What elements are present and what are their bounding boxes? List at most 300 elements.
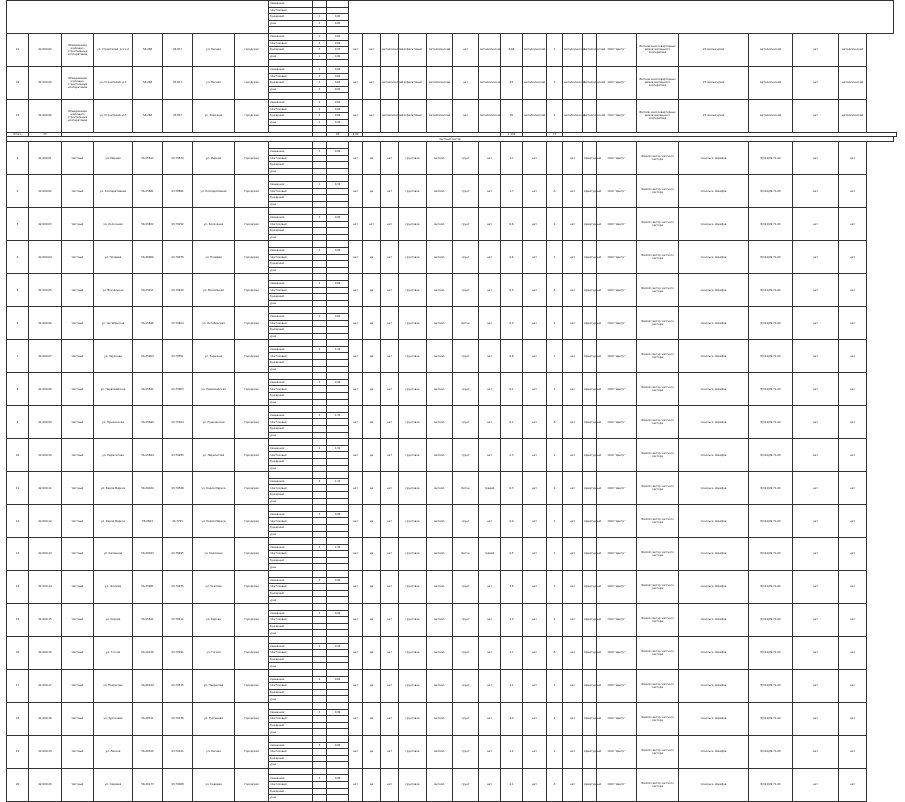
cell: 43,78891 bbox=[163, 175, 193, 208]
cell: 43,79121 bbox=[163, 735, 193, 768]
container-volume bbox=[327, 1, 349, 8]
table-row bbox=[7, 735, 897, 742]
container-count bbox=[313, 327, 327, 334]
cell: да bbox=[363, 768, 381, 801]
cell: Частный bbox=[62, 175, 94, 208]
cell: ул. Чкалова bbox=[94, 571, 133, 604]
cell: 56,26060 bbox=[133, 241, 163, 274]
generator-cell: Жители многоквартирных домов жилищного кооператива bbox=[637, 99, 679, 132]
cell: грунтовое bbox=[399, 175, 427, 208]
cell: ООО "Центр" bbox=[597, 99, 637, 132]
cell: Арматурный bbox=[583, 637, 597, 670]
container-volume bbox=[327, 228, 349, 235]
cell: Городская bbox=[235, 472, 269, 505]
total-vol: 9,90 bbox=[349, 132, 363, 137]
cell: 42-000-15 bbox=[29, 604, 62, 637]
cell: бетон bbox=[453, 538, 479, 571]
cell: нет bbox=[839, 571, 867, 604]
container-count bbox=[313, 630, 327, 637]
cell: ул. Карла Маркса bbox=[94, 505, 133, 538]
cell: ООО "Центр" bbox=[597, 439, 637, 472]
cell bbox=[547, 142, 563, 175]
cell: нет bbox=[349, 274, 363, 307]
cell: Городская bbox=[235, 373, 269, 406]
city-cell: Сокольск. Шкафов bbox=[679, 406, 749, 439]
cell: 16 bbox=[7, 637, 29, 670]
container-type-label bbox=[269, 669, 313, 676]
cell: 43,79220 bbox=[163, 274, 193, 307]
cell: нет bbox=[349, 307, 363, 340]
table-row bbox=[7, 406, 897, 413]
cell: нет bbox=[563, 571, 583, 604]
cell: да bbox=[363, 735, 381, 768]
container-count bbox=[313, 623, 327, 630]
cell: городская bbox=[235, 66, 269, 99]
cell: грунтовое bbox=[399, 604, 427, 637]
container-type-label bbox=[269, 373, 313, 380]
container-volume: 0,66 bbox=[327, 106, 349, 113]
cell: ООО "Центр" bbox=[597, 406, 637, 439]
container-volume: 0,00 bbox=[327, 53, 349, 60]
cell: металл. bbox=[427, 373, 453, 406]
cell: Городская bbox=[235, 241, 269, 274]
cell: грунт bbox=[453, 637, 479, 670]
generator-cell: Жилой сектор частного сектора bbox=[637, 340, 679, 373]
container-type-label: смешанная bbox=[269, 709, 313, 716]
container-count bbox=[313, 768, 327, 775]
cell: 42-000-02 bbox=[29, 175, 62, 208]
container-count: 2 bbox=[313, 676, 327, 683]
container-type-label bbox=[269, 571, 313, 578]
cell: нет bbox=[523, 208, 547, 241]
cell: нет bbox=[839, 142, 867, 175]
cell: да bbox=[363, 702, 381, 735]
cell: ул. Некрасова bbox=[193, 669, 235, 702]
cell: 42-000-00 bbox=[29, 99, 62, 132]
cell: нет bbox=[839, 702, 867, 735]
cell: нет bbox=[793, 99, 839, 132]
container-volume bbox=[327, 551, 349, 558]
cell: грунт bbox=[453, 208, 479, 241]
cell: нет bbox=[523, 604, 547, 637]
cell: 42-000-17 bbox=[29, 669, 62, 702]
cell: нет bbox=[381, 538, 399, 571]
container-count bbox=[313, 320, 327, 327]
cell: 42-000-18 bbox=[29, 702, 62, 735]
cell: металлический bbox=[427, 66, 453, 99]
cell: нет bbox=[793, 604, 839, 637]
container-type-label: бункерный bbox=[269, 113, 313, 120]
table-row bbox=[7, 571, 897, 578]
container-type-label bbox=[269, 142, 313, 149]
container-type-label: урна bbox=[269, 86, 313, 93]
generator-cell: Жилой сектор частного сектора bbox=[637, 208, 679, 241]
cell: 0,4 bbox=[501, 505, 523, 538]
cell: металл. bbox=[427, 340, 453, 373]
cell: Городская bbox=[235, 571, 269, 604]
container-volume bbox=[327, 795, 349, 802]
container-type-label: смешанная bbox=[269, 182, 313, 189]
cell: нет bbox=[839, 373, 867, 406]
container-type-label: смешанная bbox=[269, 379, 313, 386]
cell: А bbox=[547, 406, 563, 439]
cell: Городская bbox=[235, 142, 269, 175]
cell: нет bbox=[523, 142, 547, 175]
container-volume bbox=[327, 669, 349, 676]
city-cell: Сокольск. Шкафов bbox=[679, 175, 749, 208]
cell: нет bbox=[793, 472, 839, 505]
container-volume bbox=[327, 689, 349, 696]
container-volume bbox=[327, 597, 349, 604]
cell: металлический bbox=[479, 99, 501, 132]
cell: асфальтовый bbox=[399, 66, 427, 99]
cell: 15 bbox=[7, 604, 29, 637]
container-count bbox=[313, 485, 327, 492]
cell: нет bbox=[563, 373, 583, 406]
cell: ул. Садовая bbox=[94, 768, 133, 801]
cell: 13 bbox=[7, 538, 29, 571]
cell: нет bbox=[349, 99, 363, 132]
table-row bbox=[7, 373, 897, 380]
container-count: 3 bbox=[313, 215, 327, 222]
cell: грунтовое bbox=[399, 142, 427, 175]
cell: металл. bbox=[427, 669, 453, 702]
cell: нет bbox=[793, 340, 839, 373]
cell: ул. Колхозная bbox=[94, 208, 133, 241]
cell: нет bbox=[479, 274, 501, 307]
container-type-label: пластиковый bbox=[269, 106, 313, 113]
cell: грунт bbox=[453, 373, 479, 406]
container-count bbox=[313, 689, 327, 696]
cell: нет bbox=[563, 241, 583, 274]
container-type-label: урна bbox=[269, 597, 313, 604]
cell: ООО "Центр" bbox=[597, 472, 637, 505]
container-type-label: пластиковый bbox=[269, 650, 313, 657]
container-volume bbox=[327, 386, 349, 393]
cell: металлический bbox=[839, 66, 867, 99]
cell: Городская bbox=[235, 505, 269, 538]
container-volume: 0,99 bbox=[327, 247, 349, 254]
generator-cell: Жилой сектор частного сектора bbox=[637, 604, 679, 637]
cell: нет bbox=[381, 669, 399, 702]
cell: нет bbox=[523, 669, 547, 702]
cell: ул. Лермонтова bbox=[94, 439, 133, 472]
container-type-label: бункерный bbox=[269, 524, 313, 531]
container-type-label: смешанная bbox=[269, 445, 313, 452]
cell: нет bbox=[839, 735, 867, 768]
cell: 1 bbox=[547, 702, 563, 735]
cell: 0,3 bbox=[501, 472, 523, 505]
table-row bbox=[7, 538, 897, 545]
cell: Арматурный bbox=[583, 669, 597, 702]
cell: нет bbox=[563, 307, 583, 340]
cell: гравий bbox=[479, 472, 501, 505]
container-count bbox=[313, 669, 327, 676]
cell: ООО "Центр" bbox=[597, 33, 637, 66]
container-count bbox=[313, 386, 327, 393]
container-volume bbox=[327, 491, 349, 498]
generator-cell: Жилой сектор частного сектора bbox=[637, 538, 679, 571]
cell: нет bbox=[363, 33, 381, 66]
container-volume: 0,99 bbox=[327, 775, 349, 782]
container-volume bbox=[327, 294, 349, 301]
container-type-label: пластиковый bbox=[269, 40, 313, 47]
cell: Городская bbox=[235, 604, 269, 637]
generator-cell: Жилой сектор частного сектора bbox=[637, 439, 679, 472]
cell: Частный bbox=[62, 571, 94, 604]
cell: асфальтовый bbox=[399, 99, 427, 132]
container-type-label: смешанная bbox=[269, 66, 313, 73]
city-cell: Сокольск. Шкафов bbox=[679, 604, 749, 637]
cell: Частный bbox=[62, 373, 94, 406]
container-type-label: бункерный bbox=[269, 788, 313, 795]
container-volume bbox=[327, 617, 349, 624]
container-count bbox=[313, 722, 327, 729]
cell: нет bbox=[793, 505, 839, 538]
cell: Городская bbox=[235, 439, 269, 472]
cell: нет bbox=[523, 307, 547, 340]
cell: нет bbox=[349, 735, 363, 768]
container-type-label: пластиковый bbox=[269, 353, 313, 360]
cell: А bbox=[547, 274, 563, 307]
cell: 0,6 bbox=[501, 241, 523, 274]
container-count bbox=[313, 300, 327, 307]
container-volume: 0,99 bbox=[327, 742, 349, 749]
container-type-label: урна bbox=[269, 366, 313, 373]
container-type-label: урна bbox=[269, 663, 313, 670]
cell: металлический bbox=[523, 99, 547, 132]
container-type-label: урна bbox=[269, 432, 313, 439]
container-volume: 0,99 bbox=[327, 149, 349, 156]
container-type-label: смешанная bbox=[269, 775, 313, 782]
table-row bbox=[7, 175, 897, 182]
container-type-label: бункерный bbox=[269, 228, 313, 235]
cell: нет bbox=[381, 604, 399, 637]
container-count bbox=[313, 294, 327, 301]
cell: ООО "Центр" bbox=[597, 669, 637, 702]
container-type-label: пластиковый bbox=[269, 683, 313, 690]
container-count bbox=[313, 234, 327, 241]
container-volume bbox=[327, 663, 349, 670]
total-sum: 1 332 bbox=[501, 132, 523, 137]
cell: 56,26320 bbox=[133, 735, 163, 768]
container-type-label: урна bbox=[269, 696, 313, 703]
cell: нет bbox=[793, 439, 839, 472]
cell: нет bbox=[563, 735, 583, 768]
cell: металл. bbox=[427, 241, 453, 274]
cell: ул. Тургенева bbox=[193, 702, 235, 735]
cell: да bbox=[363, 373, 381, 406]
cell: нет bbox=[839, 538, 867, 571]
cell-wrap: Объединение жилищно-строительных кооперативов bbox=[62, 33, 94, 66]
cell: нет bbox=[381, 142, 399, 175]
container-count: 3 bbox=[313, 80, 327, 87]
container-volume bbox=[327, 505, 349, 512]
cell: нет bbox=[453, 33, 479, 66]
container-count bbox=[313, 419, 327, 426]
cell: грунтовое bbox=[399, 735, 427, 768]
cell: 0,5 bbox=[501, 274, 523, 307]
container-count bbox=[313, 551, 327, 558]
city-cell: Сокольск. Шкафов bbox=[679, 208, 749, 241]
container-type-label: смешанная bbox=[269, 676, 313, 683]
container-count bbox=[313, 432, 327, 439]
container-volume bbox=[327, 168, 349, 175]
cell: нет bbox=[793, 142, 839, 175]
cell: ООО "Центр" bbox=[597, 142, 637, 175]
phone-cell: 8(314)99.71-00 bbox=[749, 637, 793, 670]
container-count bbox=[313, 452, 327, 459]
cell: 1,7 bbox=[501, 175, 523, 208]
container-volume bbox=[327, 472, 349, 479]
container-count bbox=[313, 637, 327, 644]
container-volume bbox=[327, 524, 349, 531]
container-count: 3 bbox=[313, 610, 327, 617]
container-volume bbox=[327, 201, 349, 208]
cell: грунтовое bbox=[399, 406, 427, 439]
container-volume: 0,66 bbox=[327, 280, 349, 287]
container-type-label bbox=[269, 538, 313, 545]
cell: нет bbox=[563, 669, 583, 702]
container-count bbox=[313, 208, 327, 215]
phone-cell: 8(314)99.71-00 bbox=[749, 241, 793, 274]
phone-cell: 8(314)99.71-00 bbox=[749, 472, 793, 505]
cell: нет bbox=[349, 208, 363, 241]
cell: Частный bbox=[62, 669, 94, 702]
table-row bbox=[7, 307, 897, 314]
container-count bbox=[313, 254, 327, 261]
container-volume bbox=[327, 234, 349, 241]
container-count bbox=[313, 584, 327, 591]
cell: металл. bbox=[427, 439, 453, 472]
container-count: 6 bbox=[313, 40, 327, 47]
container-count bbox=[313, 663, 327, 670]
container-volume bbox=[327, 162, 349, 169]
container-volume bbox=[327, 683, 349, 690]
container-volume bbox=[327, 366, 349, 373]
container-type-label: пластиковый bbox=[269, 386, 313, 393]
cell: нет bbox=[479, 340, 501, 373]
container-volume bbox=[327, 571, 349, 578]
cell: 22 bbox=[501, 66, 523, 99]
cell: Арматурный bbox=[583, 175, 597, 208]
cell: нет bbox=[349, 406, 363, 439]
container-count: 1 bbox=[313, 86, 327, 93]
table-row bbox=[7, 33, 897, 40]
container-volume bbox=[327, 637, 349, 644]
cell: 42-000-20 bbox=[29, 768, 62, 801]
container-type-label: смешанная bbox=[269, 478, 313, 485]
cell: нет bbox=[381, 472, 399, 505]
container-count bbox=[313, 782, 327, 789]
container-type-label bbox=[269, 505, 313, 512]
container-count: 1 bbox=[313, 20, 327, 27]
container-count bbox=[313, 195, 327, 202]
container-count bbox=[313, 188, 327, 195]
cell: нет bbox=[349, 604, 363, 637]
cell: грунтовое bbox=[399, 669, 427, 702]
cell-wrap: ул. Строителей, д.3 bbox=[94, 66, 133, 99]
container-volume: 0,99 bbox=[327, 215, 349, 222]
container-type-label: пластиковый bbox=[269, 452, 313, 459]
cell: нет bbox=[381, 702, 399, 735]
cell: 43,79164 bbox=[163, 406, 193, 439]
container-count: 4 bbox=[313, 445, 327, 452]
cell: 9 bbox=[7, 406, 29, 439]
container-count: 2 bbox=[313, 313, 327, 320]
container-type-label: бункерный bbox=[269, 656, 313, 663]
cell: нет bbox=[563, 768, 583, 801]
cell: 14 bbox=[7, 571, 29, 604]
cell: нет bbox=[381, 340, 399, 373]
cell: бетон bbox=[453, 307, 479, 340]
cell: Частный bbox=[62, 307, 94, 340]
container-type-label: бункерный bbox=[269, 491, 313, 498]
cell: металл. bbox=[427, 472, 453, 505]
generator-cell: Жилой сектор частного сектора bbox=[637, 505, 679, 538]
cell: Частный bbox=[62, 538, 94, 571]
generator-cell: Жилой сектор частного сектора bbox=[637, 702, 679, 735]
cell: металл. bbox=[427, 406, 453, 439]
container-type-label: бункерный bbox=[269, 80, 313, 87]
cell: грунтовое bbox=[399, 340, 427, 373]
cell: 42-000-16 bbox=[29, 637, 62, 670]
cell: нет bbox=[523, 637, 547, 670]
city-cell: Сокольск. Шкафов bbox=[679, 735, 749, 768]
cell bbox=[349, 1, 894, 34]
cell: нет bbox=[793, 637, 839, 670]
cell: нет bbox=[839, 175, 867, 208]
cell: Частный bbox=[62, 768, 94, 801]
container-type-label bbox=[269, 93, 313, 100]
generator-cell: Жилой сектор частного сектора bbox=[637, 768, 679, 801]
container-type-label: смешанная bbox=[269, 33, 313, 40]
cell: нет bbox=[563, 637, 583, 670]
cell: нет bbox=[479, 768, 501, 801]
cell: 1 bbox=[547, 208, 563, 241]
container-volume bbox=[327, 373, 349, 380]
container-count bbox=[313, 201, 327, 208]
container-count bbox=[313, 267, 327, 274]
table-row bbox=[7, 142, 897, 149]
cell: грунтовое bbox=[399, 373, 427, 406]
container-volume bbox=[327, 630, 349, 637]
container-count bbox=[313, 340, 327, 347]
container-volume bbox=[327, 208, 349, 215]
container-type-label: урна bbox=[269, 531, 313, 538]
cell: ООО "Центр" bbox=[597, 373, 637, 406]
container-count bbox=[313, 696, 327, 703]
container-count bbox=[313, 393, 327, 400]
cell: 2,2 bbox=[501, 735, 523, 768]
cell: нет bbox=[349, 702, 363, 735]
cell: 43,817 bbox=[163, 99, 193, 132]
cell: 5 bbox=[7, 274, 29, 307]
cell: грунтовое bbox=[399, 472, 427, 505]
phone-cell: 8(314)99.71-00 bbox=[749, 702, 793, 735]
phone-cell: 8(314)99.71-00 bbox=[749, 142, 793, 175]
container-volume: 1,32 bbox=[327, 445, 349, 452]
table-row bbox=[7, 340, 897, 347]
cell: нет bbox=[381, 274, 399, 307]
cell: нет bbox=[349, 66, 363, 99]
cell: нет bbox=[839, 439, 867, 472]
container-type-label: бункерный bbox=[269, 755, 313, 762]
cell: нет bbox=[523, 274, 547, 307]
source-cell: 24 жилых дома bbox=[679, 66, 749, 99]
cell: нет bbox=[839, 241, 867, 274]
cell: нет bbox=[349, 340, 363, 373]
